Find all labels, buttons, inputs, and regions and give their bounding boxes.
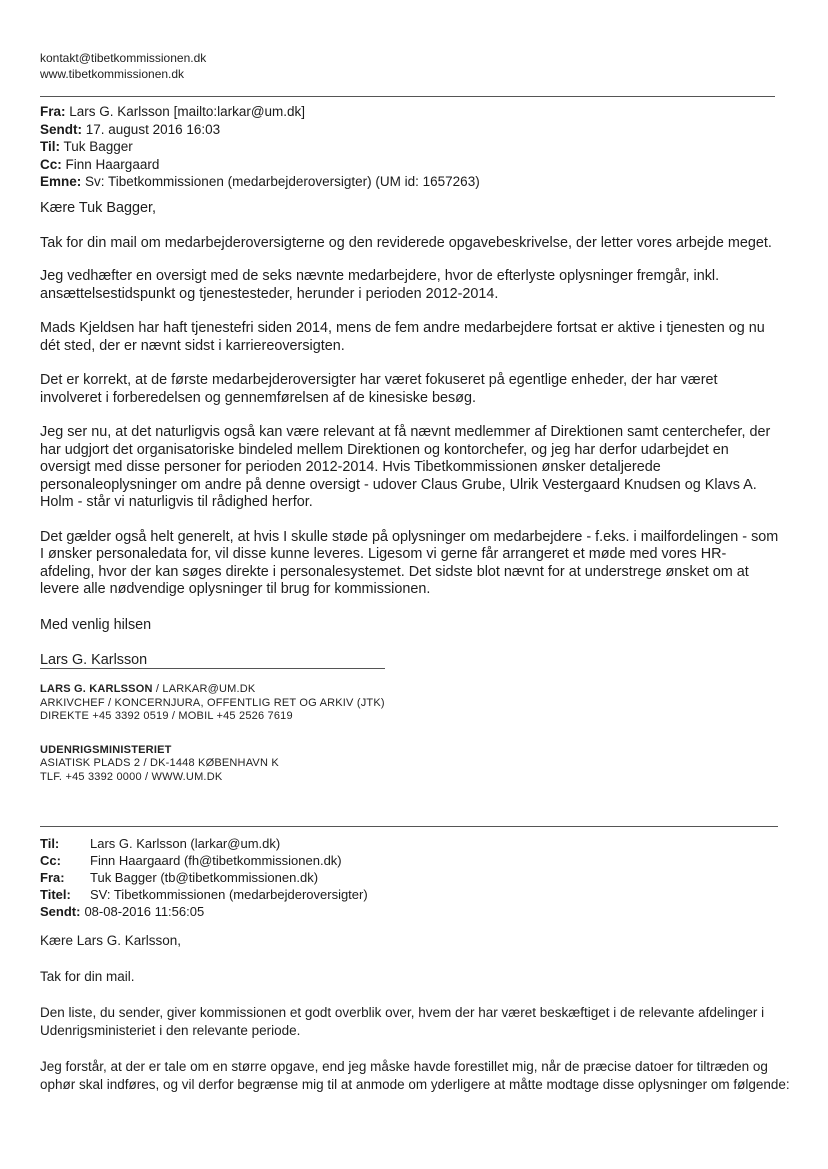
cc-value: Finn Haargaard	[65, 156, 160, 172]
to-label: Til:	[40, 836, 60, 851]
header-divider	[40, 96, 775, 97]
email2-paragraph: Jeg forstår, at der er tale om en større opgave, end jeg måske havde forestillet mig, når de præcise datoer for tiltræden og ophør skal indføres, og vil derfor begrænse mig til at anmode om yderligere at måtte modtage disse oplysninger om følgende:	[40, 1059, 790, 1092]
sent-label: Sendt:	[40, 904, 81, 919]
email1-sent-row	[40, 121, 480, 139]
cc-label: Cc:	[40, 156, 62, 172]
email1-cc-row	[40, 156, 480, 174]
email1-paragraph: Det gælder også helt generelt, at hvis I skulle støde på oplysninger om medarbejdere - f.eks. i mailfordelingen - som I ønsker personaledata for, vil disse kunne leveres. Ligesom vi gerne får arrangeret et møde med vores HR-afdeling, hvor der kan søges direkte i personalesystemet. Det sidste blot nævnt for at understrege ønsket om at levere alle nødvendige oplysninger til brug for kommissionen.	[40, 528, 779, 597]
subject-value: Sv: Tibetkommissionen (medarbejderoversigter) (UM id: 1657263)	[85, 174, 480, 189]
from-label: Fra:	[40, 104, 66, 119]
email1-sender-name: Lars G. Karlsson	[40, 652, 148, 668]
email2-paragraph: Den liste, du sender, giver kommissionen et godt overblik over, hvem der har været beskæftiget i de relevante afdelinger i Udenrigsministeriet i den relevante periode.	[40, 1005, 765, 1038]
email1-header	[40, 103, 480, 191]
to-value: Tuk Bagger	[63, 139, 133, 154]
cc-label: Cc:	[40, 853, 61, 868]
email1-to-row	[40, 138, 480, 156]
signature-divider	[40, 668, 385, 669]
contact-block	[40, 50, 206, 82]
title-value: SV: Tibetkommissionen (medarbejderoversigter)	[90, 887, 368, 902]
email2-title-row	[40, 886, 368, 903]
email1-subject-row	[40, 173, 480, 191]
email1-paragraph: Det er korrekt, at de første medarbejderoversigter har været fokuseret på egentlige enheder, der har været involveret i forberedelsen og gennemførelsen af de kinesiske besøg.	[40, 372, 718, 406]
signature-org: UDENRIGSMINISTERIET	[40, 743, 172, 756]
to-value: Lars G. Karlsson (larkar@um.dk)	[90, 836, 281, 851]
email2-cc-row	[40, 852, 368, 869]
from-value: Tuk Bagger (tb@tibetkommissionen.dk)	[90, 870, 319, 885]
email1-paragraph: Jeg vedhæfter en oversigt med de seks nævnte medarbejdere, hvor de efterlyste oplysninger fremgår, inkl. ansættelsestidspunkt og tjenestesteder, herunder i perioden 2012-2014.	[40, 268, 720, 302]
signature-title: ARKIVCHEF / KONCERNJURA, OFFENTLIG RET OG ARKIV (JTK)	[40, 696, 385, 709]
cc-value: Finn Haargaard (fh@tibetkommissionen.dk)	[90, 853, 342, 868]
email2-from-row	[40, 869, 368, 886]
email1-greeting: Kære Tuk Bagger,	[40, 200, 156, 216]
signature-person-block	[40, 683, 385, 724]
sent-value: 17. august 2016 16:03	[85, 121, 221, 137]
to-label: Til:	[40, 139, 60, 154]
email2-greeting: Kære Lars G. Karlsson,	[40, 933, 182, 948]
signature-address: ASIATISK PLADS 2 / DK-1448 KØBENHAVN K	[40, 757, 279, 769]
sent-label: Sendt:	[40, 121, 82, 137]
email1-paragraph: Jeg ser nu, at det naturligvis også kan være relevant at få nævnt medlemmer af Direktionen samt centerchefer, der har udgjort det organisatoriske bindeled mellem Direktionen og kontorchefer, og jeg har derfor udarbejdet en oversigt med disse personer for perioden 2012-2014. Hvis Tibetkommissionen ønsker detaljerede personaleoplysninger om andre på denne oversigt - udover Claus Grube, Ulrik Vestergaard Knudsen og Klavs A. Holm - står vi naturligvis til rådighed herfor.	[40, 424, 771, 510]
email1-from-row	[40, 103, 480, 121]
subject-label: Emne:	[40, 174, 82, 189]
email1-closing: Med venlig hilsen	[40, 616, 152, 633]
from-label: Fra:	[40, 870, 65, 885]
email2-body	[40, 932, 790, 1094]
signature-phones: DIREKTE +45 3392 0519 / MOBIL +45 2526 7619	[40, 710, 293, 722]
email1-paragraph: Tak for din mail om medarbejderoversigterne og den reviderede opgavebeskrivelse, der letter vores arbejde meget.	[40, 234, 772, 251]
from-value: Lars G. Karlsson [mailto:larkar@um.dk]	[69, 104, 306, 119]
email1-paragraph: Mads Kjeldsen har haft tjenestefri siden 2014, mens de fem andre medarbejdere fortsat er aktive i tjenesten og nu dét sted, der er nævnt sidst i karriereoversigten.	[40, 320, 765, 354]
email-signature	[40, 683, 385, 784]
sent-value: 08-08-2016 11:56:05	[84, 904, 205, 919]
contact-website[interactable]: www.tibetkommissionen.dk	[40, 67, 185, 81]
signature-org-block	[40, 744, 385, 785]
signature-name-row	[40, 683, 385, 697]
email2-to-row	[40, 835, 368, 852]
email2-sent-row	[40, 903, 368, 920]
signature-name: LARS G. KARLSSON	[40, 683, 153, 695]
contact-email[interactable]: kontakt@tibetkommissionen.dk	[40, 51, 207, 65]
email2-divider	[40, 826, 778, 827]
email2-header	[40, 835, 368, 920]
signature-contact: TLF. +45 3392 0000 / WWW.UM.DK	[40, 770, 223, 783]
signature-email[interactable]: / LARKAR@UM.DK	[155, 683, 256, 695]
email2-paragraph: Tak for din mail.	[40, 969, 135, 984]
title-label: Titel:	[40, 887, 71, 902]
email1-body	[40, 200, 780, 670]
